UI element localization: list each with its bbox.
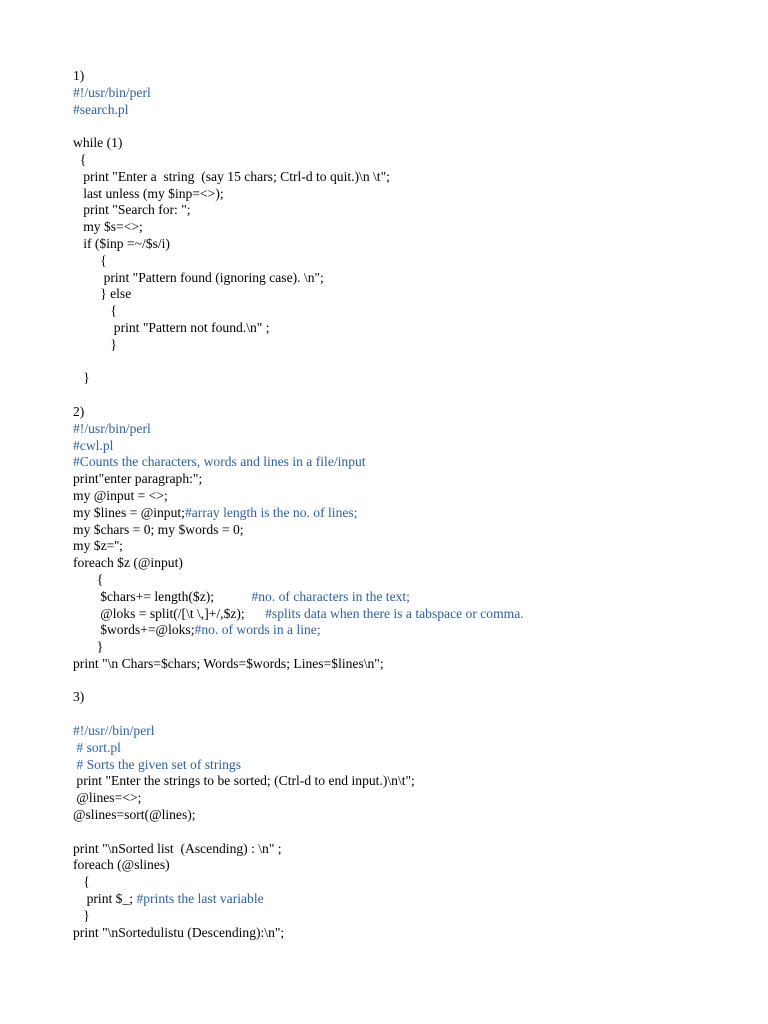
code-line (73, 841, 753, 858)
code-line (73, 723, 753, 740)
code-line (73, 102, 753, 119)
code-text: $words+=@loks; (73, 622, 195, 638)
code-line (73, 236, 753, 253)
code-line (73, 622, 753, 639)
code-line (73, 270, 753, 287)
code-text: } (73, 370, 90, 386)
inline-comment: #prints the last variable (136, 891, 264, 907)
comment-text: #Counts the characters, words and lines in a file/input (73, 454, 366, 470)
inline-comment: #no. of words in a line; (194, 622, 321, 638)
code-text: { (73, 571, 104, 587)
code-line (73, 454, 753, 471)
code-text: print "\n Chars=$chars; Words=$words; Lines=$lines\n"; (73, 655, 384, 671)
code-text: { (73, 874, 90, 890)
code-text: my $chars = 0; my $words = 0; (73, 521, 244, 537)
code-line (73, 689, 753, 706)
code-text: print "\nSorted list (Ascending) : \n" ; (73, 840, 282, 856)
code-text: 2) (73, 403, 85, 419)
code-line (73, 219, 753, 236)
comment-text: # Sorts the given set of strings (73, 756, 242, 772)
code-line (73, 118, 753, 135)
code-text: 3) (73, 689, 85, 705)
inline-comment: #splits data when there is a tabspace or comma. (265, 605, 524, 621)
code-line (73, 135, 753, 152)
inline-comment: #array length is the no. of lines; (184, 504, 358, 520)
code-text: print"enter paragraph:"; (73, 471, 203, 487)
code-text: while (1) (73, 135, 123, 151)
code-text: if ($inp =~/$s/i) (73, 235, 170, 251)
comment-text: #search.pl (73, 101, 129, 117)
comment-text: #!/usr//bin/perl (73, 723, 155, 739)
code-line (73, 471, 753, 488)
code-text: { (73, 252, 107, 268)
code-line (73, 790, 753, 807)
code-line (73, 286, 753, 303)
code-line (73, 908, 753, 925)
code-line (73, 555, 753, 572)
code-line (73, 505, 753, 522)
code-line (73, 807, 753, 824)
code-text: @lines=<>; (73, 790, 142, 806)
code-text: @loks = split(/[\t \,]+/,$z); (73, 605, 266, 621)
code-line (73, 891, 753, 908)
code-line (73, 673, 753, 690)
code-line (73, 522, 753, 539)
code-text: } else (73, 286, 132, 302)
comment-text: #cwl.pl (73, 437, 114, 453)
code-line (73, 656, 753, 673)
code-text: print $_; (73, 891, 137, 907)
code-text: foreach $z (@input) (73, 555, 183, 571)
code-line (73, 606, 753, 623)
code-line (73, 253, 753, 270)
code-line (73, 68, 753, 85)
code-text: print "Enter a string (say 15 chars; Ctrl-d to quit.)\n \t"; (73, 168, 390, 184)
code-line (73, 404, 753, 421)
code-text: { (73, 303, 117, 319)
comment-text: # sort.pl (73, 739, 121, 755)
code-text: my $s=<>; (73, 219, 143, 235)
code-line (73, 488, 753, 505)
code-line (73, 757, 753, 774)
code-text: $chars+= length($z); (73, 588, 252, 604)
code-line (73, 320, 753, 337)
code-line (73, 370, 753, 387)
code-line (73, 202, 753, 219)
code-line (73, 874, 753, 891)
code-line (73, 421, 753, 438)
code-line (73, 337, 753, 354)
code-line (73, 538, 753, 555)
code-text: 1) (73, 68, 85, 83)
code-line (73, 639, 753, 656)
code-line (73, 438, 753, 455)
code-line (73, 85, 753, 102)
code-line (73, 303, 753, 320)
code-text: print "Enter the strings to be sorted; (Ctrl-d to end input.)\n\t"; (73, 773, 415, 789)
code-text: { (73, 151, 87, 167)
code-line (73, 589, 753, 606)
code-line (73, 740, 753, 757)
code-line (73, 857, 753, 874)
code-text: print "\nSortedulistu (Descending):\n"; (73, 924, 285, 940)
code-text: } (73, 639, 104, 655)
code-line (73, 152, 753, 169)
code-text: } (73, 907, 90, 923)
comment-text: #!/usr/bin/perl (73, 84, 151, 100)
code-document (73, 68, 753, 941)
comment-text: #!/usr/bin/perl (73, 420, 151, 436)
code-text: my @input = <>; (73, 487, 168, 503)
code-text: my $z=''; (73, 538, 123, 554)
code-line (73, 169, 753, 186)
code-line (73, 706, 753, 723)
code-text: print "Pattern not found.\n" ; (73, 319, 270, 335)
code-line (73, 186, 753, 203)
code-text: last unless (my $inp=<>); (73, 185, 224, 201)
code-line (73, 824, 753, 841)
code-text: my $lines = @input; (73, 504, 185, 520)
code-line (73, 925, 753, 942)
code-line (73, 572, 753, 589)
code-text: foreach (@slines) (73, 857, 170, 873)
code-text: print "Search for: "; (73, 202, 191, 218)
code-text: print "Pattern found (ignoring case). \n"; (73, 269, 324, 285)
inline-comment: #no. of characters in the text; (251, 588, 410, 604)
code-text: @slines=sort(@lines); (73, 807, 196, 823)
code-text: } (73, 336, 117, 352)
code-line (73, 354, 753, 371)
code-line (73, 387, 753, 404)
code-line (73, 773, 753, 790)
